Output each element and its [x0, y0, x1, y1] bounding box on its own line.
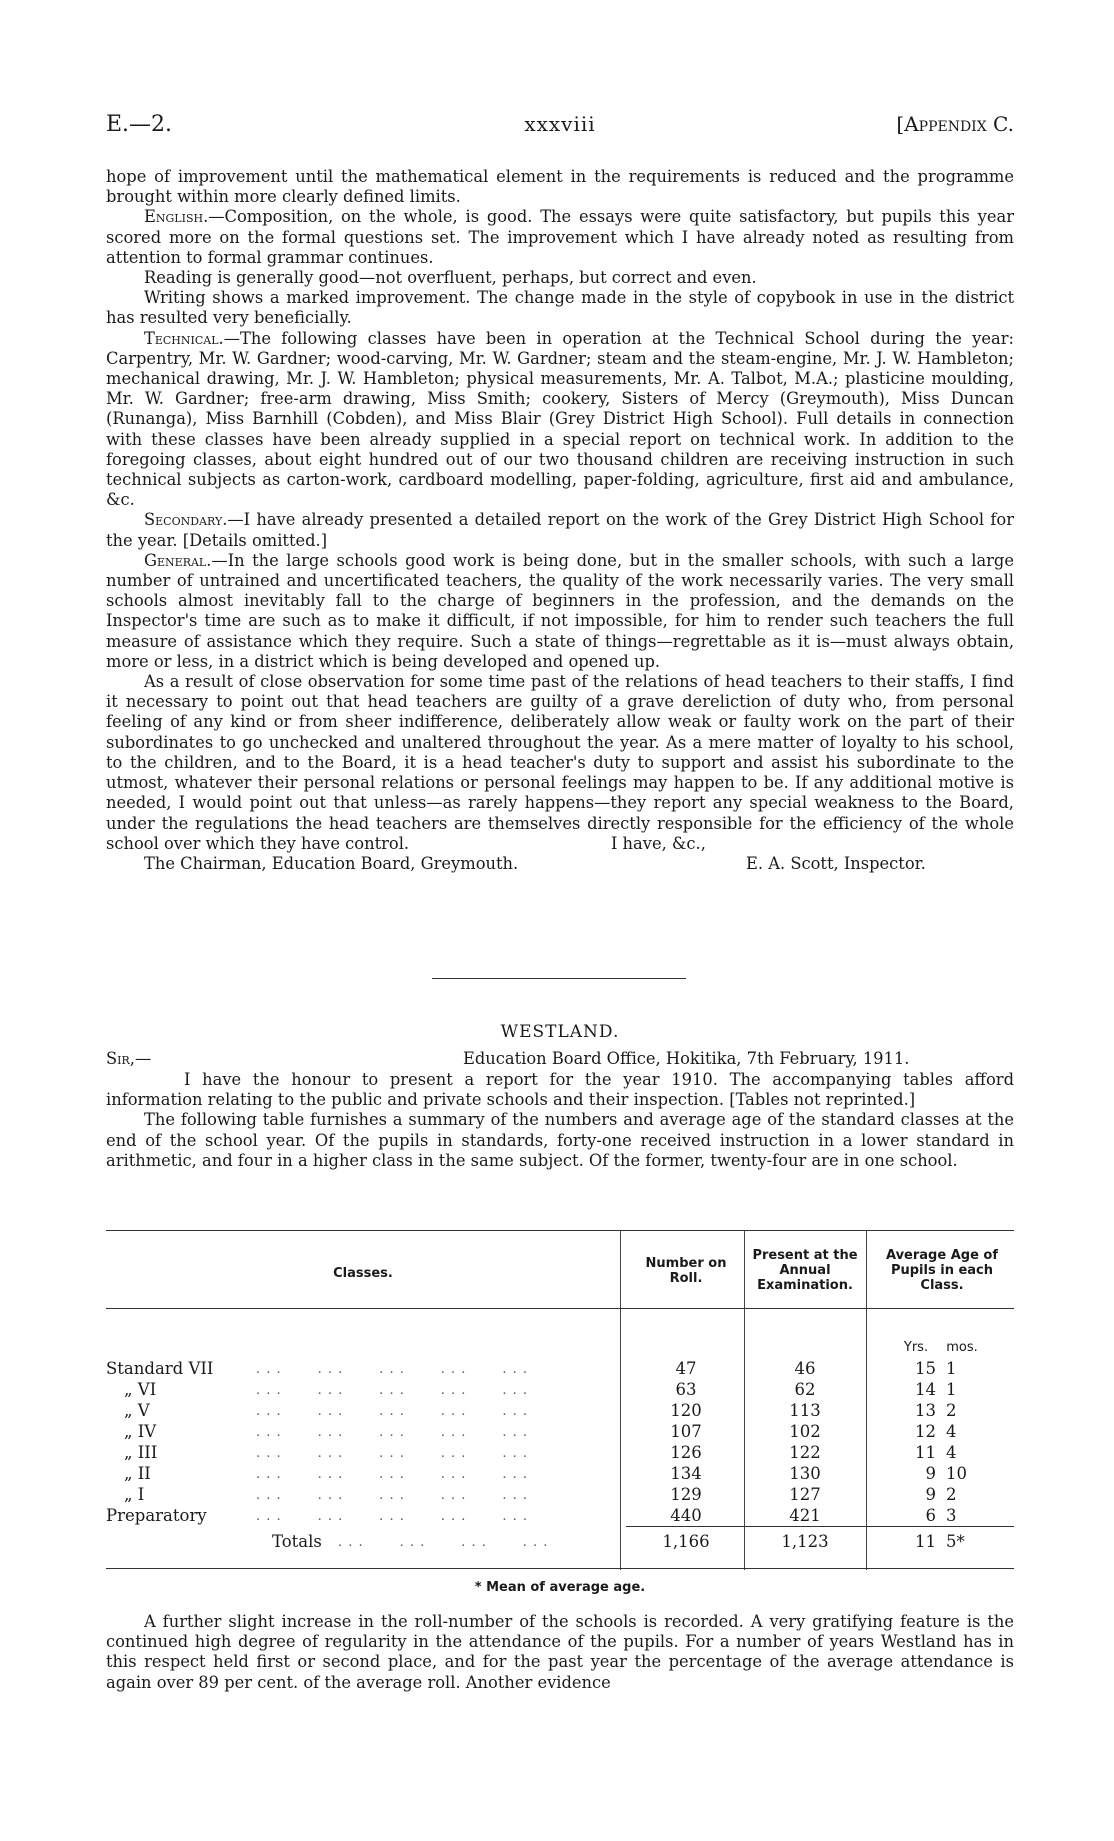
cell-roll: 63	[675, 1380, 697, 1399]
table-top-rule	[106, 1230, 1014, 1231]
totals-rule	[626, 1526, 1014, 1527]
header-roll: Number on Roll.	[645, 1256, 727, 1286]
header-present: Present at the Annual Examination.	[752, 1248, 858, 1293]
cell-present: 102	[789, 1422, 821, 1441]
signatory: E. A. Scott, Inspector.	[746, 853, 926, 873]
totals-roll: 1,166	[662, 1532, 710, 1551]
leader-dots: . . . . . . . . . . . .	[338, 1535, 549, 1550]
header-age: Average Age of Pupils in each Class.	[885, 1248, 999, 1293]
cell-mos: 2	[946, 1401, 957, 1420]
header-left: E.—2.	[106, 112, 173, 137]
classes-table	[106, 1230, 1014, 1570]
cell-present: 62	[794, 1380, 816, 1399]
paragraph: The following table furnishes a summary of the numbers and average age of the standard classes at the end of the school year. Of the pupils in standards, forty-one received instruction in a lower standard in arithmetic, and four in a higher class in the same subject. Of the former, twenty-four are in one school.	[106, 1110, 1014, 1170]
westland-intro	[106, 1070, 1014, 1171]
cell-present: 421	[789, 1506, 821, 1525]
leader-dots: . . . . . . . . . . . . . . .	[256, 1467, 529, 1482]
cell-yrs: 13	[915, 1401, 936, 1420]
cell-present: 130	[789, 1464, 821, 1483]
paragraph-general	[106, 551, 1014, 672]
section-head: Secondary.	[144, 510, 228, 530]
cell-roll: 134	[670, 1464, 702, 1483]
totals-present: 1,123	[781, 1532, 829, 1551]
section-head: General.	[144, 550, 212, 570]
header-right: [Appendix C.	[896, 112, 1014, 136]
totals-yrs: 11	[915, 1532, 936, 1551]
cell-roll: 107	[670, 1422, 702, 1441]
cell-present: 46	[794, 1359, 816, 1378]
row-label: „ VI	[124, 1380, 157, 1399]
leader-dots: . . . . . . . . . . . . . . .	[256, 1425, 529, 1440]
paragraph-secondary	[106, 510, 1014, 550]
table-row	[106, 1401, 1014, 1422]
leader-dots: . . . . . . . . . . . . . . .	[256, 1446, 529, 1461]
paragraph-result	[106, 672, 1014, 854]
paragraph-technical	[106, 329, 1014, 511]
cell-roll: 120	[670, 1401, 702, 1420]
leader-dots: . . . . . . . . . . . . . . .	[256, 1383, 529, 1398]
leader-dots: . . . . . . . . . . . . . . .	[256, 1404, 529, 1419]
paragraph-text: —Composition, on the whole, is good. The essays were quite satisfactory, but pupils this year scored more on the formal questions set. The improvement which I have already noted as resulting from attention to formal grammar continues.	[106, 207, 1014, 267]
table-row	[106, 1380, 1014, 1401]
cell-mos: 4	[946, 1422, 957, 1441]
cell-mos: 10	[946, 1464, 967, 1483]
cell-yrs: 9	[925, 1464, 936, 1483]
leader-dots: . . . . . . . . . . . . . . .	[256, 1362, 529, 1377]
cell-mos: 4	[946, 1443, 957, 1462]
cell-yrs: 15	[915, 1359, 936, 1378]
cell-present: 127	[789, 1485, 821, 1504]
cell-roll: 47	[675, 1359, 697, 1378]
row-label: „ V	[124, 1401, 150, 1420]
cell-present: 122	[789, 1443, 821, 1462]
table-row	[106, 1506, 1014, 1527]
paragraph: A further slight increase in the roll-number of the schools is recorded. A very gratifying feature is the continued high degree of regularity in the attendance of the pupils. For a number of years Westland has in this respect held first or second place, and for the past year the percentage of the average attendance is again over 89 per cent. of the average roll. Another evidence	[106, 1612, 1014, 1692]
section-head: Technical.	[144, 328, 224, 348]
row-label: „ III	[124, 1443, 158, 1462]
cell-mos: 1	[946, 1380, 957, 1399]
closing: I have, &c.,	[610, 833, 706, 853]
cell-yrs: 6	[925, 1506, 936, 1525]
totals-label: Totals	[272, 1532, 322, 1551]
paragraph-text: —I have already presented a detailed report on the work of the Grey District High School for the year. [Details omitted.]	[106, 510, 1014, 550]
paragraph-reading: Reading is generally good—not overfluent, perhaps, but correct and even.	[144, 268, 757, 288]
section-head: English.	[144, 207, 209, 227]
grey-report-body	[106, 167, 1014, 874]
table-row	[106, 1422, 1014, 1443]
cell-roll: 129	[670, 1485, 702, 1504]
header-yrs: Yrs.	[903, 1340, 929, 1355]
header-mos: mos.	[946, 1340, 978, 1355]
cell-yrs: 12	[915, 1422, 936, 1441]
totals-mos: 5*	[946, 1532, 965, 1551]
cell-mos: 2	[946, 1485, 957, 1504]
cell-present: 113	[789, 1401, 821, 1420]
table-bottom-rule	[106, 1568, 1014, 1569]
cell-yrs: 9	[925, 1485, 936, 1504]
signature-line	[106, 854, 1014, 874]
paragraph: I have the honour to present a report for the year 1910. The accompanying tables afford information relating to the public and private schools and their inspection. [Tables not reprinted.]	[106, 1070, 1014, 1110]
totals-row	[106, 1532, 1014, 1553]
leader-dots: . . . . . . . . . . . . . . .	[256, 1509, 529, 1524]
header-page-number: xxxviii	[524, 112, 596, 136]
header-classes: Classes.	[333, 1266, 393, 1281]
paragraph-english	[106, 207, 1014, 268]
cell-yrs: 11	[915, 1443, 936, 1462]
cell-mos: 3	[946, 1506, 957, 1525]
section-divider	[432, 978, 686, 979]
row-label: „ II	[124, 1464, 151, 1483]
paragraph-text: —The following classes have been in operation at the Technical School during the year: Carpentry, Mr. W. Gardner; wood-carving, Mr. W. Gardner; steam and the steam-engine, Mr. J. W. Hambleton; mechanical drawing, Mr. J. W. Hambleton; physical measurements, Mr. A. Talbot, M.A.; plasticine moulding, Mr. W. Gardner; free-arm drawing, Miss Smith; cookery, Sisters of Mercy (Greymouth), Miss Duncan (Runanga), Miss Barnhill (Cobden), and Miss Blair (Grey District High School). Full details in connection with these classes have been already supplied in a special report on technical work. In addition to the foregoing classes, about eight hundred out of our two thousand children are receiving instruction in such technical subjects as carton-work, cardboard modelling, paper-folding, agriculture, first aid and ambulance, &c.	[106, 328, 1014, 510]
header-rule	[106, 1308, 1014, 1309]
row-label: „ IV	[124, 1422, 157, 1441]
cell-roll: 440	[670, 1506, 702, 1525]
table-row	[106, 1359, 1014, 1380]
paragraph: hope of improvement until the mathematical element in the requirements is reduced and the programme brought within more clearly defined limits.	[106, 167, 1014, 207]
section-title: WESTLAND.	[500, 1022, 620, 1042]
westland-continuation	[106, 1612, 1014, 1693]
salutation: Sir,—	[106, 1049, 152, 1068]
table-row	[106, 1485, 1014, 1506]
table-footnote: * Mean of average age.	[474, 1580, 646, 1595]
row-label: Preparatory	[106, 1506, 207, 1525]
paragraph-text: As a result of close observation for some time past of the relations of head teachers to their staffs, I find it necessary to point out that head teachers are guilty of a grave dereliction of duty who, from personal feeling of any kind or from sheer indifference, deliberately allow weak or faulty work on the part of their subordinates to go unchecked and unaltered throughout the year. As a mere matter of loyalty to his school, to the children, and to the Board, it is a head teacher's duty to support and assist his subordinate to the utmost, whatever their personal relations or personal feelings may happen to be. If any additional motive is needed, I would point out that unless—as rarely happens—they report any special weakness to the Board, under the regulations the head teachers are themselves directly responsible for the efficiency of the whole school over which they have control.	[106, 672, 1014, 853]
table-row	[106, 1443, 1014, 1464]
row-label: Standard VII	[106, 1359, 214, 1378]
cell-yrs: 14	[915, 1380, 936, 1399]
row-label: „ I	[124, 1485, 145, 1504]
page-header	[106, 112, 1014, 142]
cell-mos: 1	[946, 1359, 957, 1378]
paragraph-writing: Writing shows a marked improvement. The change made in the style of copybook in use in the district has resulted very beneficially.	[106, 288, 1014, 328]
addressee: The Chairman, Education Board, Greymouth.	[144, 853, 519, 873]
address-date: Education Board Office, Hokitika, 7th February, 1911.	[463, 1049, 910, 1068]
cell-roll: 126	[670, 1443, 702, 1462]
paragraph-text: —In the large schools good work is being done, but in the smaller schools, with such a large number of untrained and uncertificated teachers, the quality of the work necessarily varies. The very small schools almost inevitably fall to the charge of beginners in the profession, and the demands on the Inspector's time are such as to make it difficult, if not impossible, for him to render such teachers the full measure of assistance which they require. Such a state of things—regrettable as it is—must always obtain, more or less, in a district which is being developed and opened up.	[106, 550, 1014, 671]
table-row	[106, 1464, 1014, 1485]
leader-dots: . . . . . . . . . . . . . . .	[256, 1488, 529, 1503]
